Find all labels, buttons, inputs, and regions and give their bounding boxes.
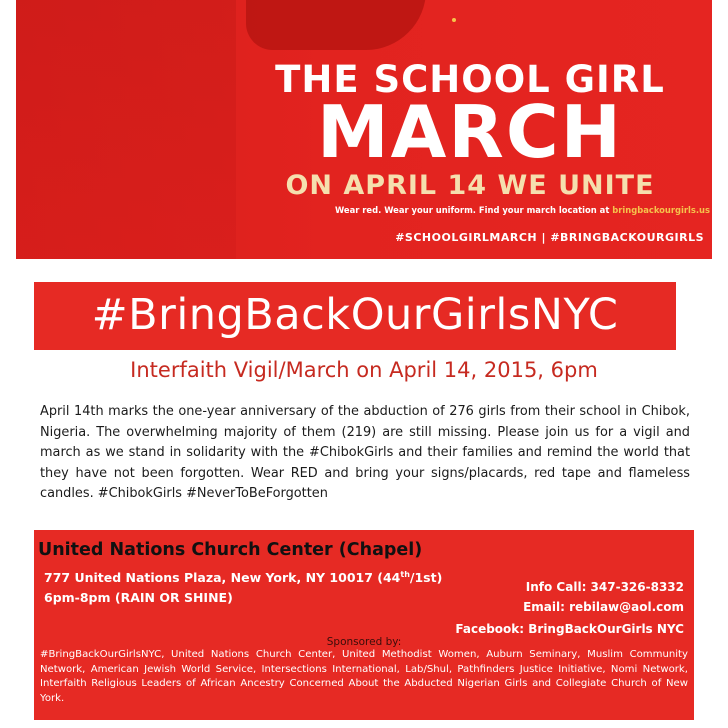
location-dot	[452, 18, 456, 22]
address-main: 777 United Nations Plaza, New York, NY 10017 (44	[44, 570, 401, 586]
poster-title-line3: ON APRIL 14 WE UNITE	[285, 170, 655, 201]
sponsors-list: #BringBackOurGirlsNYC, United Nations Church Center, United Methodist Women, Auburn Seminary, Muslim Community Network, American Jewish World Service, Intersections International, Lab/Shul, Pathfinders Justice Initiative, Nomi Network, Interfaith Religious Leaders of African Ancestry Concerned About the Abducted Nigerian Girls and Collegiate Church of New York.	[40, 649, 688, 704]
headline-banner: #BringBackOurGirlsNYC	[34, 282, 676, 350]
address-end: /1st)	[409, 570, 443, 586]
map-silhouette-top	[246, 0, 426, 50]
facebook-page[interactable]: Facebook: BringBackOurGirls NYC	[455, 622, 684, 636]
event-details-box	[34, 530, 694, 720]
sponsored-by-label: Sponsored by:	[326, 636, 402, 648]
poster-hashtags: #SCHOOLGIRLMARCH | #BRINGBACKOURGIRLS	[395, 231, 704, 244]
event-description: April 14th marks the one-year anniversary of the abduction of 276 girls from their school in Chibok, Nigeria. The overwhelming majority of them (219) are still missing. Please join us for a vigil and march as we stand in solidarity with the #ChibokGirls and their families and remind the world that they have not been forgotten. Wear RED and bring your signs/placards, red tape and flameless candles. #ChibokGirls #NeverToBeForgotten	[40, 404, 690, 502]
venue-address	[44, 570, 442, 585]
map-silhouette-shape	[16, 0, 236, 259]
march-poster-banner	[16, 0, 712, 259]
poster-instructions-text: Wear red. Wear your uniform. Find your march location at	[334, 205, 613, 215]
poster-instructions	[230, 205, 710, 215]
contact-email[interactable]: Email: rebilaw@aol.com	[523, 600, 684, 614]
poster-website-link[interactable]: bringbackourgirls.us	[612, 205, 710, 215]
event-time: 6pm-8pm (RAIN OR SHINE)	[44, 590, 233, 605]
address-superscript: th	[400, 570, 410, 579]
venue-name: United Nations Church Center (Chapel)	[38, 540, 423, 560]
info-call[interactable]: Info Call: 347-326-8332	[525, 580, 684, 594]
event-subtitle: Interfaith Vigil/March on April 14, 2015, 6pm	[130, 358, 598, 382]
poster-title-line1: THE SCHOOL GIRL	[275, 58, 665, 101]
poster-title-line2: MARCH	[317, 90, 623, 174]
